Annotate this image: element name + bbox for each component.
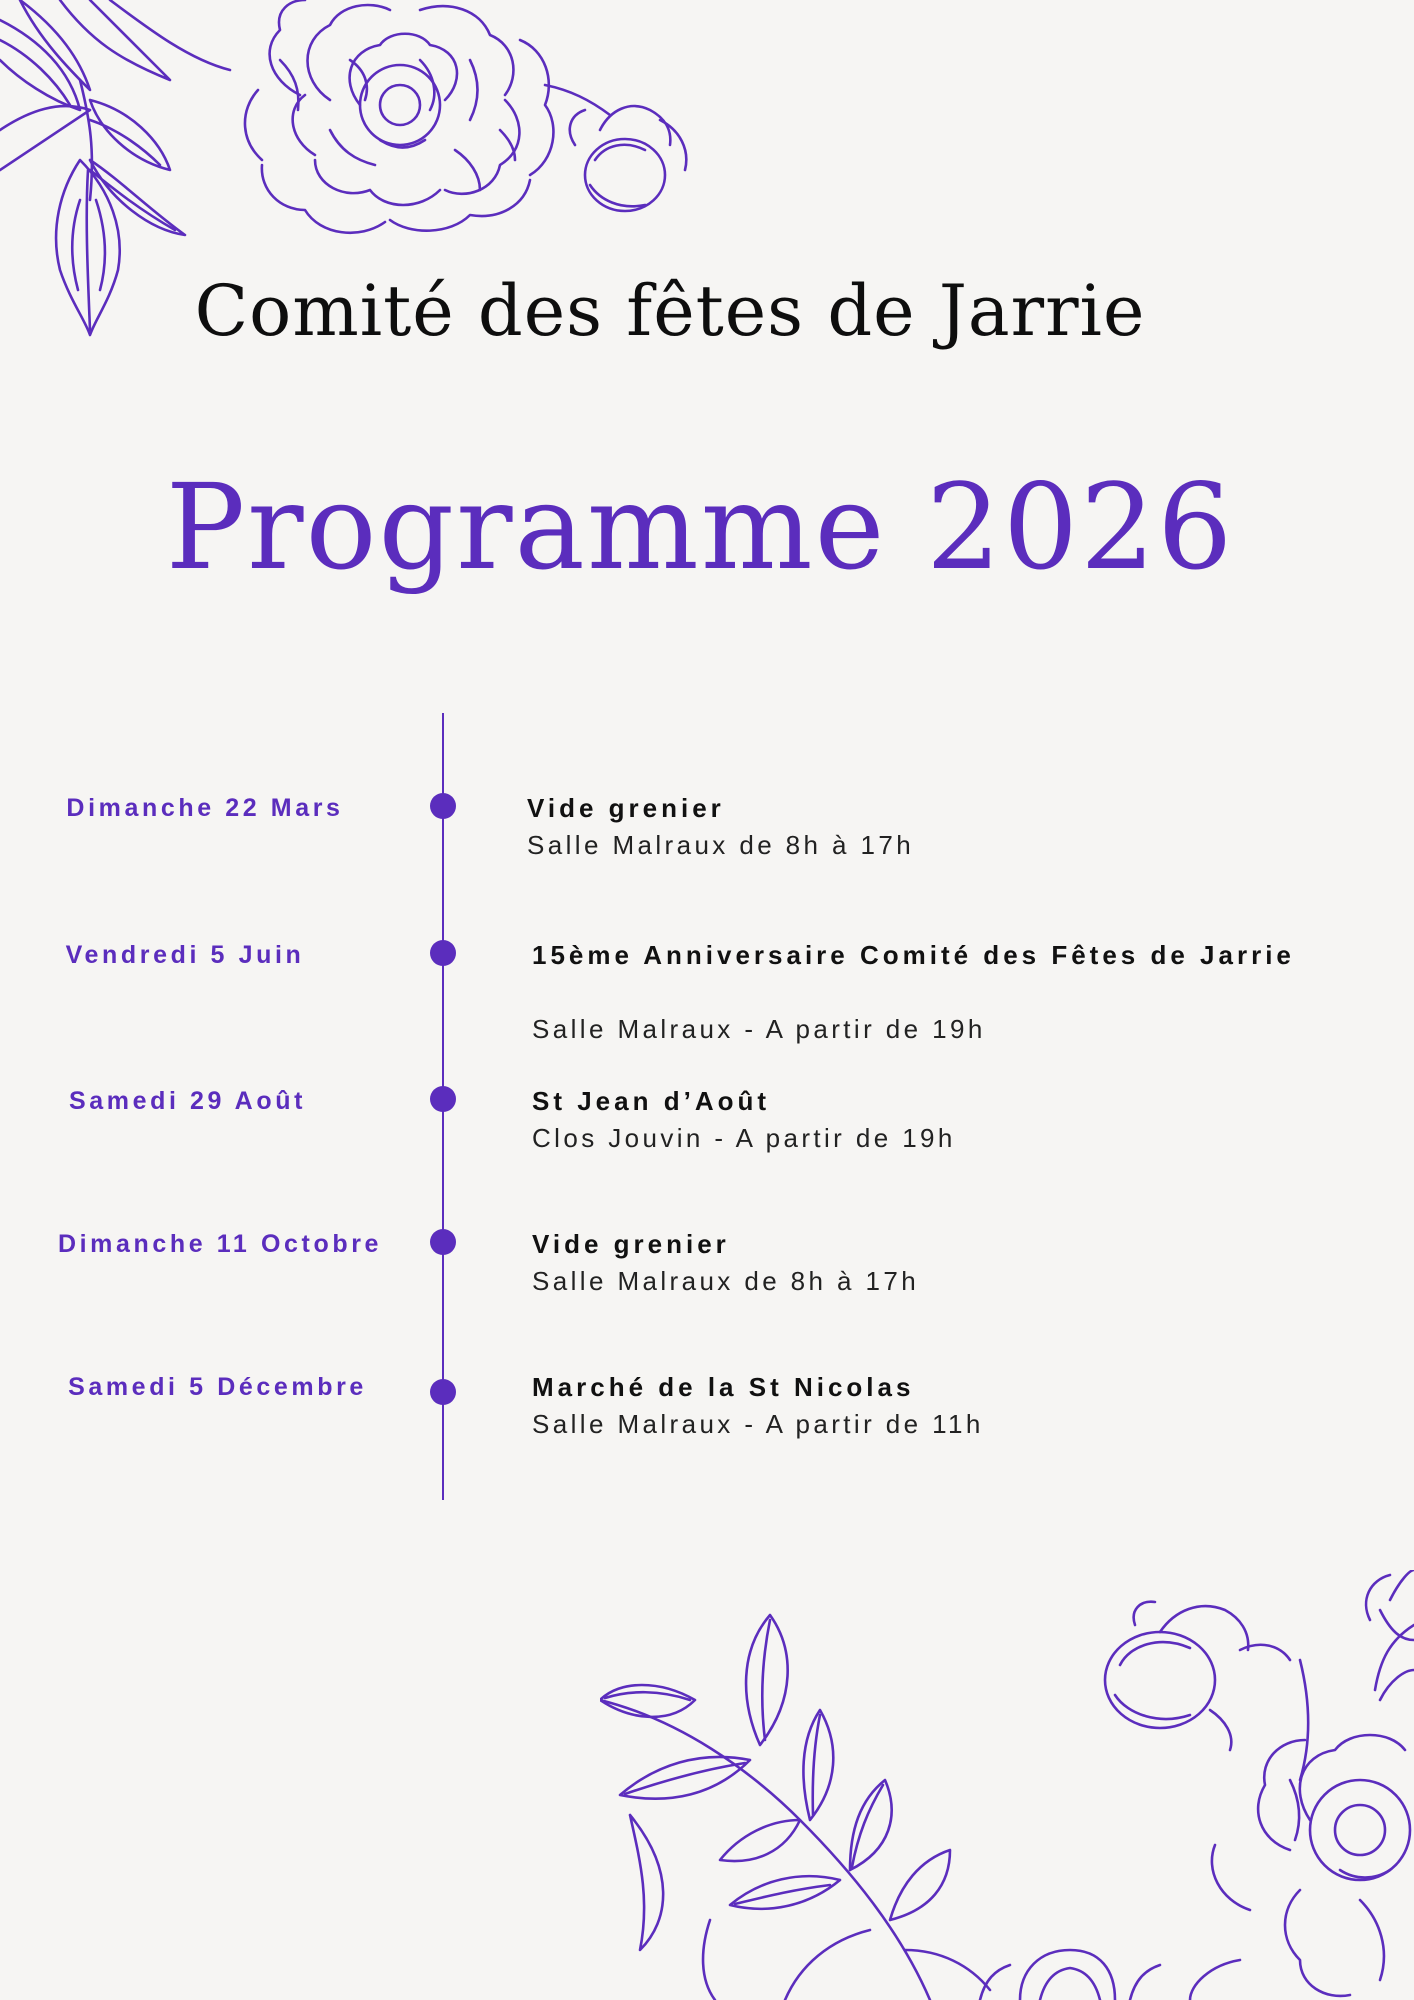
event-detail: Clos Jouvin - A partir de 19h	[532, 1123, 956, 1153]
timeline-dot-icon	[430, 793, 456, 819]
event-detail: Salle Malraux de 8h à 17h	[527, 830, 915, 860]
event-title: Marché de la St Nicolas	[532, 1372, 915, 1402]
floral-decoration-bottom-icon	[600, 1570, 1414, 2000]
event-date: Samedi 29 Août	[68, 1087, 307, 1115]
event-title: Vide grenier	[532, 1229, 730, 1259]
event-date: Dimanche 11 Octobre	[57, 1230, 383, 1258]
event-detail: Salle Malraux de 8h à 17h	[532, 1266, 920, 1296]
timeline-dot-icon	[430, 940, 456, 966]
program-title: Programme 2026	[165, 458, 1235, 596]
event-detail: Salle Malraux - A partir de 19h	[532, 1014, 986, 1044]
organization-title: Comité des fêtes de Jarrie	[194, 270, 1146, 352]
event-date: Samedi 5 Décembre	[68, 1373, 367, 1401]
event-date: Dimanche 22 Mars	[66, 794, 344, 822]
event-title: St Jean d’Août	[532, 1086, 771, 1116]
event-date: Vendredi 5 Juin	[65, 941, 305, 969]
event-title: 15ème Anniversaire Comité des Fêtes de Jarrie	[532, 940, 1295, 970]
event-detail: Salle Malraux - A partir de 11h	[532, 1409, 984, 1439]
timeline-dot-icon	[430, 1229, 456, 1255]
timeline-dot-icon	[430, 1086, 456, 1112]
event-title: Vide grenier	[527, 793, 725, 823]
timeline-dot-icon	[430, 1379, 456, 1405]
